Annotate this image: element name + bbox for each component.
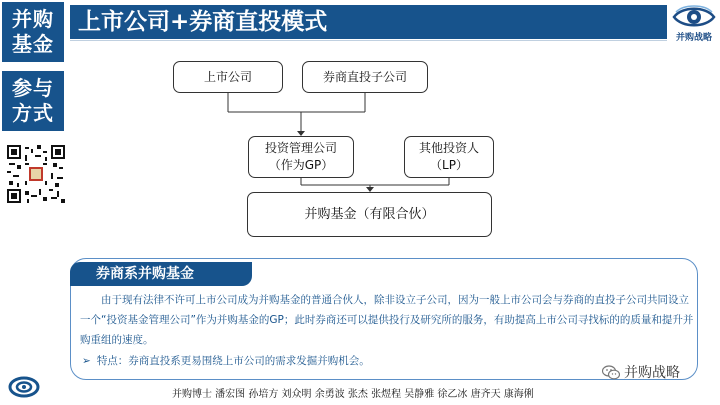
lp-label-line1: 其他投资人: [418, 141, 479, 155]
merger-fund-box: [247, 192, 492, 237]
wechat-account[interactable]: [602, 362, 680, 382]
wechat-icon: [602, 365, 620, 380]
brand-logo: [668, 3, 718, 45]
qr-code-icon: [7, 145, 65, 203]
listed-company-box: [173, 61, 283, 93]
panel-paragraph: 由于现有法律不许可上市公司成为并购基金的普通合伙人，除非设立子公司，因为一般上市公司会与券商的直投子公司共同设立一个“投资基金管理公司”作为并购基金的GP；此时券商还可以提供投行及研究所的服务，有助提高上市公司寻找标的的质量和提升并购重组的速度。: [80, 294, 694, 346]
lp-investor-box: [404, 136, 494, 178]
merger-fund-label: 并购基金（有限合伙）: [304, 207, 435, 222]
sidebar-tile-merger-fund[interactable]: [2, 2, 64, 62]
lp-label-line2: （LP）: [430, 158, 468, 172]
sidebar-tile-participation[interactable]: [2, 71, 64, 131]
listed-company-label: 上市公司: [203, 69, 252, 84]
title-underline: [70, 40, 667, 41]
wechat-label: 并购战略: [624, 365, 680, 381]
bullet-arrow-icon: ➢: [82, 355, 91, 367]
sidebar-tile-line: 并购: [12, 7, 54, 31]
broker-subsidiary-box: [302, 61, 428, 93]
sidebar-tile-line: 基金: [12, 32, 54, 56]
gp-label-line1: 投资管理公司: [264, 141, 337, 155]
feature-bullet: [82, 352, 370, 370]
panel-body: [80, 290, 694, 350]
panel-tag-label: 券商系并购基金: [96, 266, 194, 282]
feature-bullet-text: 特点：券商直投系更易围绕上市公司的需求发掘并购机会。: [96, 355, 370, 367]
page-title: 上市公司+券商直投模式: [78, 9, 328, 35]
sidebar: [0, 0, 68, 405]
footer-logo-icon: [8, 376, 40, 398]
gp-label-line2: （作为GP）: [268, 158, 334, 172]
brand-label: 并购战略: [675, 33, 712, 43]
sidebar-tile-line: 方式: [12, 101, 54, 125]
eye-logo-icon: [672, 3, 716, 31]
broker-subsidiary-label: 券商直投子公司: [322, 69, 407, 84]
panel-tag: [70, 262, 252, 286]
footer-authors: 并购博士 潘宏图 孙培方 刘众明 余勇波 张杰 张煜程 吴静雅 徐乙冰 唐齐天 康海俐: [172, 389, 534, 400]
gp-company-box: [248, 136, 354, 178]
title-banner: [70, 5, 667, 39]
sidebar-tile-line: 参与: [12, 76, 54, 100]
